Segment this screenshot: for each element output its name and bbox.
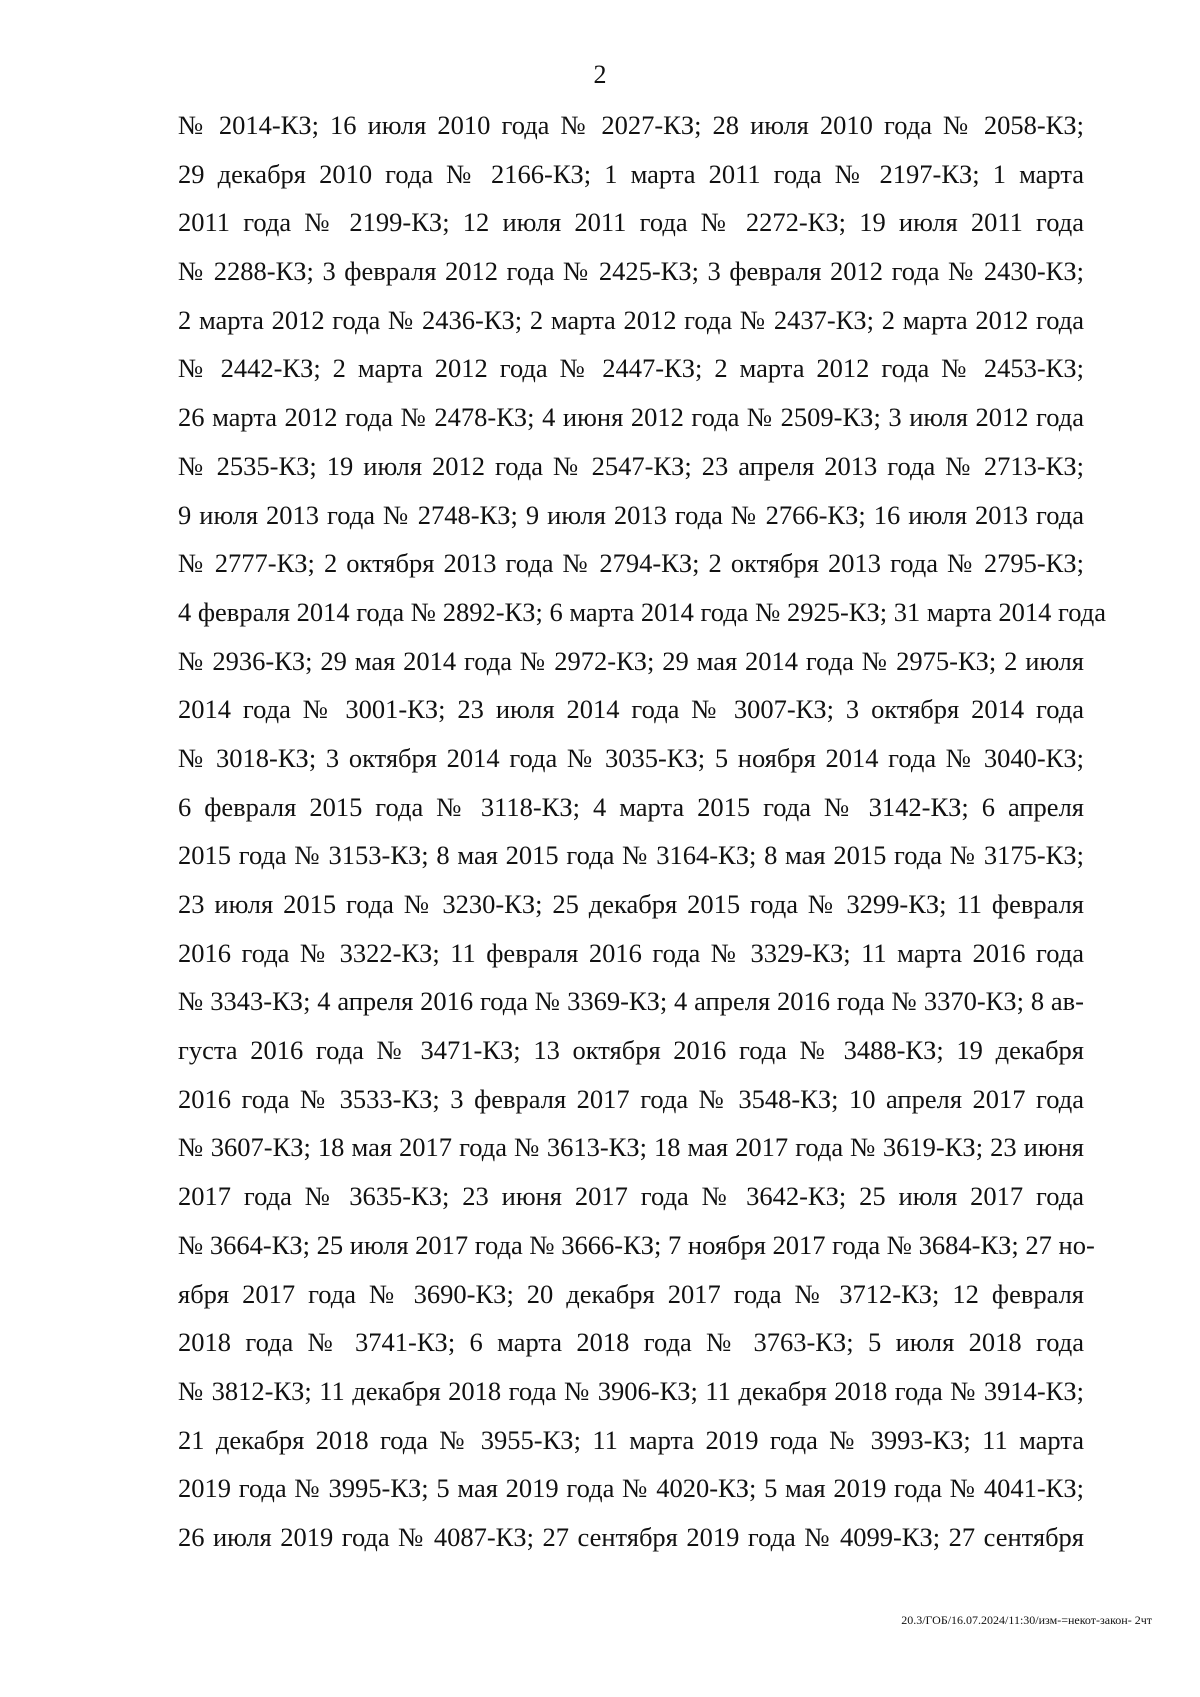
text-line: 2019 года № 3995-КЗ; 5 мая 2019 года № 4020-КЗ; 5 мая 2019 года № 4041-КЗ; bbox=[178, 1473, 1084, 1504]
text-line: 2016 года № 3322-КЗ; 11 февраля 2016 года № 3329-КЗ; 11 марта 2016 года bbox=[178, 937, 1084, 968]
text-line: 2 марта 2012 года № 2436-КЗ; 2 марта 2012 года № 2437-КЗ; 2 марта 2012 года bbox=[178, 304, 1084, 335]
text-line: № 3343-КЗ; 4 апреля 2016 года № 3369-КЗ; 4 апреля 2016 года № 3370-КЗ; 8 ав- bbox=[178, 986, 1084, 1017]
text-line: 9 июля 2013 года № 2748-КЗ; 9 июля 2013 года № 2766-КЗ; 16 июля 2013 года bbox=[178, 499, 1084, 530]
text-line: 21 декабря 2018 года № 3955-КЗ; 11 марта 2019 года № 3993-КЗ; 11 марта bbox=[178, 1424, 1084, 1455]
page-number: 2 bbox=[593, 60, 607, 89]
text-line: 29 декабря 2010 года № 2166-КЗ; 1 марта 2011 года № 2197-КЗ; 1 марта bbox=[178, 158, 1084, 189]
text-line: № 2777-КЗ; 2 октября 2013 года № 2794-КЗ; 2 октября 2013 года № 2795-КЗ; bbox=[178, 548, 1084, 579]
text-line: 26 марта 2012 года № 2478-КЗ; 4 июня 2012 года № 2509-КЗ; 3 июля 2012 года bbox=[178, 402, 1084, 433]
text-line: 6 февраля 2015 года № 3118-КЗ; 4 марта 2015 года № 3142-КЗ; 6 апреля bbox=[178, 791, 1084, 822]
text-line: 2017 года № 3635-КЗ; 23 июня 2017 года № 3642-КЗ; 25 июля 2017 года bbox=[178, 1181, 1084, 1212]
text-line: № 3664-КЗ; 25 июля 2017 года № 3666-КЗ; 7 ноября 2017 года № 3684-КЗ; 27 но- bbox=[178, 1229, 1095, 1260]
text-line: 2015 года № 3153-КЗ; 8 мая 2015 года № 3164-КЗ; 8 мая 2015 года № 3175-КЗ; bbox=[178, 840, 1084, 871]
text-line: 2018 года № 3741-КЗ; 6 марта 2018 года № 3763-КЗ; 5 июля 2018 года bbox=[178, 1327, 1084, 1358]
text-line: 23 июля 2015 года № 3230-КЗ; 25 декабря 2015 года № 3299-КЗ; 11 февраля bbox=[178, 889, 1084, 919]
text-line: № 3812-КЗ; 11 декабря 2018 года № 3906-КЗ; 11 декабря 2018 года № 3914-КЗ; bbox=[178, 1375, 1084, 1406]
text-line: густа 2016 года № 3471-КЗ; 13 октября 2016 года № 3488-КЗ; 19 декабря bbox=[178, 1035, 1084, 1066]
text-line: № 2288-КЗ; 3 февраля 2012 года № 2425-КЗ; 3 февраля 2012 года № 2430-КЗ; bbox=[178, 256, 1084, 287]
text-line: 26 июля 2019 года № 4087-КЗ; 27 сентября 2019 года № 4099-КЗ; 27 сентября bbox=[178, 1521, 1084, 1552]
text-line: 2014 года № 3001-КЗ; 23 июля 2014 года № 3007-КЗ; 3 октября 2014 года bbox=[178, 694, 1084, 725]
text-line: № 2535-КЗ; 19 июля 2012 года № 2547-КЗ; 23 апреля 2013 года № 2713-КЗ; bbox=[178, 450, 1084, 481]
text-line: № 2442-КЗ; 2 марта 2012 года № 2447-КЗ; 2 марта 2012 года № 2453-КЗ; bbox=[178, 353, 1084, 384]
text-line: № 2936-КЗ; 29 мая 2014 года № 2972-КЗ; 29 мая 2014 года № 2975-КЗ; 2 июля bbox=[178, 645, 1084, 676]
text-line: № 2014-КЗ; 16 июля 2010 года № 2027-КЗ; 28 июля 2010 года № 2058-КЗ; bbox=[178, 110, 1084, 140]
body-text bbox=[178, 101, 1106, 1562]
footer-stamp: 20.3/ГОБ/16.07.2024/11:30/изм-=некот-закон- 2чт bbox=[901, 1613, 1152, 1627]
text-line: ября 2017 года № 3690-КЗ; 20 декабря 2017 года № 3712-КЗ; 12 февраля bbox=[178, 1278, 1084, 1309]
text-line: 4 февраля 2014 года № 2892-КЗ; 6 марта 2014 года № 2925-КЗ; 31 марта 2014 года bbox=[178, 596, 1106, 627]
text-line: 2011 года № 2199-КЗ; 12 июля 2011 года № 2272-КЗ; 19 июля 2011 года bbox=[178, 207, 1084, 238]
text-line: № 3018-КЗ; 3 октября 2014 года № 3035-КЗ; 5 ноября 2014 года № 3040-КЗ; bbox=[178, 742, 1084, 773]
text-line: 2016 года № 3533-КЗ; 3 февраля 2017 года № 3548-КЗ; 10 апреля 2017 года bbox=[178, 1083, 1084, 1114]
text-line: № 3607-КЗ; 18 мая 2017 года № 3613-КЗ; 18 мая 2017 года № 3619-КЗ; 23 июня bbox=[178, 1132, 1084, 1163]
